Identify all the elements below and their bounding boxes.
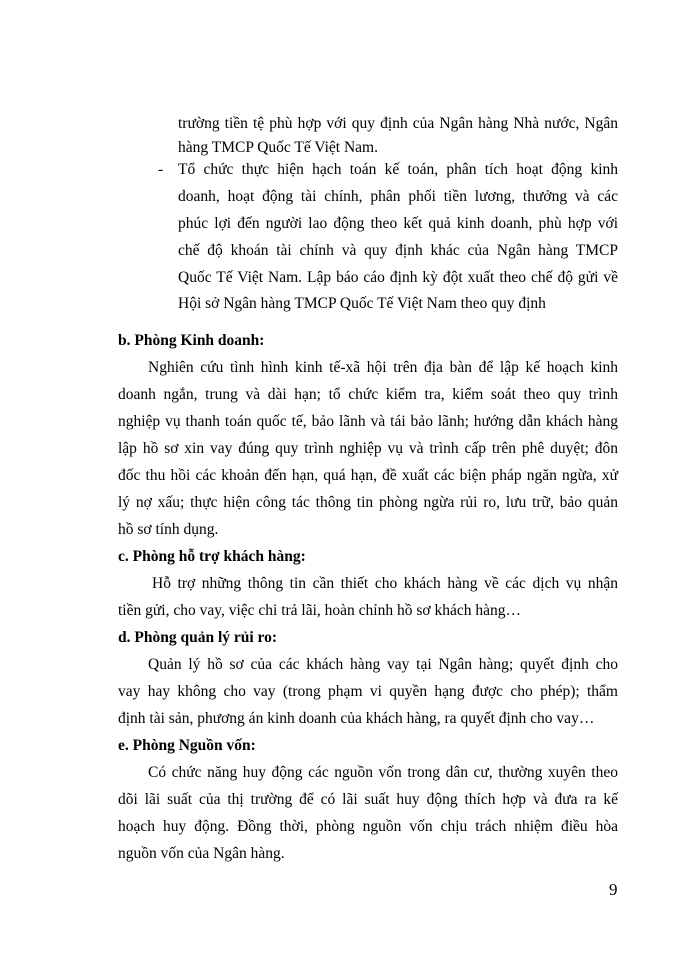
page-number: 9 [609, 880, 618, 899]
section-line: Có chức năng huy động các nguồn vốn trong dân cư, thường xuyên theo [148, 764, 618, 781]
section-heading: d. Phòng quản lý rủi ro: [118, 629, 278, 646]
section-line: Hỗ trợ những thông tin cần thiết cho khách hàng về các dịch vụ nhận [152, 575, 618, 592]
bullet-line: Hội sở Ngân hàng TMCP Quốc Tế Việt Nam theo quy định [178, 295, 546, 312]
section-line: định tài sản, phương án kinh doanh của khách hàng, ra quyết định cho vay… [118, 710, 595, 727]
section-line: hồ sơ tính dụng. [118, 521, 219, 538]
section-line: lý nợ xấu; thực hiện công tác thông tin phòng ngừa rủi ro, lưu trữ, bảo quản [118, 494, 618, 511]
section-line: Nghiên cứu tình hình kinh tế-xã hội trên địa bàn để lập kế hoạch kinh [148, 359, 618, 376]
section-line: đốc thu hồi các khoản đến hạn, quá hạn, đề xuất các biện pháp ngăn ngừa, xử [118, 467, 618, 484]
section-line: hoạch huy động. Đồng thời, phòng nguồn vốn chịu trách nhiệm điều hòa [118, 818, 618, 835]
bullet-line: doanh, hoạt động tài chính, phân phối tiền lương, thưởng và các [178, 188, 618, 205]
section-line: Quản lý hồ sơ của các khách hàng vay tại Ngân hàng; quyết định cho [148, 656, 618, 673]
intro-line: hàng TMCP Quốc Tế Việt Nam. [178, 139, 378, 156]
bullet-line: chế độ khoán tài chính và quy định khác của Ngân hàng TMCP [178, 242, 618, 259]
section-line: doanh ngắn, trung và dài hạn; tổ chức kiểm tra, kiểm soát theo quy trình [118, 386, 618, 403]
section-heading: e. Phòng Nguồn vốn: [118, 737, 256, 754]
section-line: tiền gửi, cho vay, việc chi trả lãi, hoàn chỉnh hồ sơ khách hàng… [118, 602, 521, 619]
section-heading: c. Phòng hỗ trợ khách hàng: [118, 548, 306, 565]
section-line: vay hay không cho vay (trong phạm vi quyền hạng được cho phép); thẩm [118, 683, 618, 700]
bullet-line: phúc lợi đến người lao động theo kết quả kinh doanh, phù hợp với [178, 215, 618, 232]
section-line: nghiệp vụ thanh toán quốc tế, bảo lãnh và tái bảo lãnh; hướng dẫn khách hàng [118, 413, 618, 430]
section-heading: b. Phòng Kinh doanh: [118, 332, 265, 349]
bullet-marker: - [158, 161, 164, 178]
section-line: dõi lãi suất của thị trường để có lãi suất huy động thích hợp và đưa ra kế [118, 791, 618, 808]
bullet-line: Quốc Tế Việt Nam. Lập báo cáo định kỳ đột xuất theo chế độ gửi về [178, 269, 618, 286]
section-line: lập hồ sơ xin vay đúng quy trình nghiệp vụ và trình cấp trên phê duyệt; đôn [118, 440, 618, 457]
bullet-line: Tổ chức thực hiện hạch toán kế toán, phân tích hoạt động kinh [178, 161, 618, 178]
intro-line: trường tiền tệ phù hợp với quy định của Ngân hàng Nhà nước, Ngân [178, 115, 618, 132]
section-line: nguồn vốn của Ngân hàng. [118, 845, 285, 862]
